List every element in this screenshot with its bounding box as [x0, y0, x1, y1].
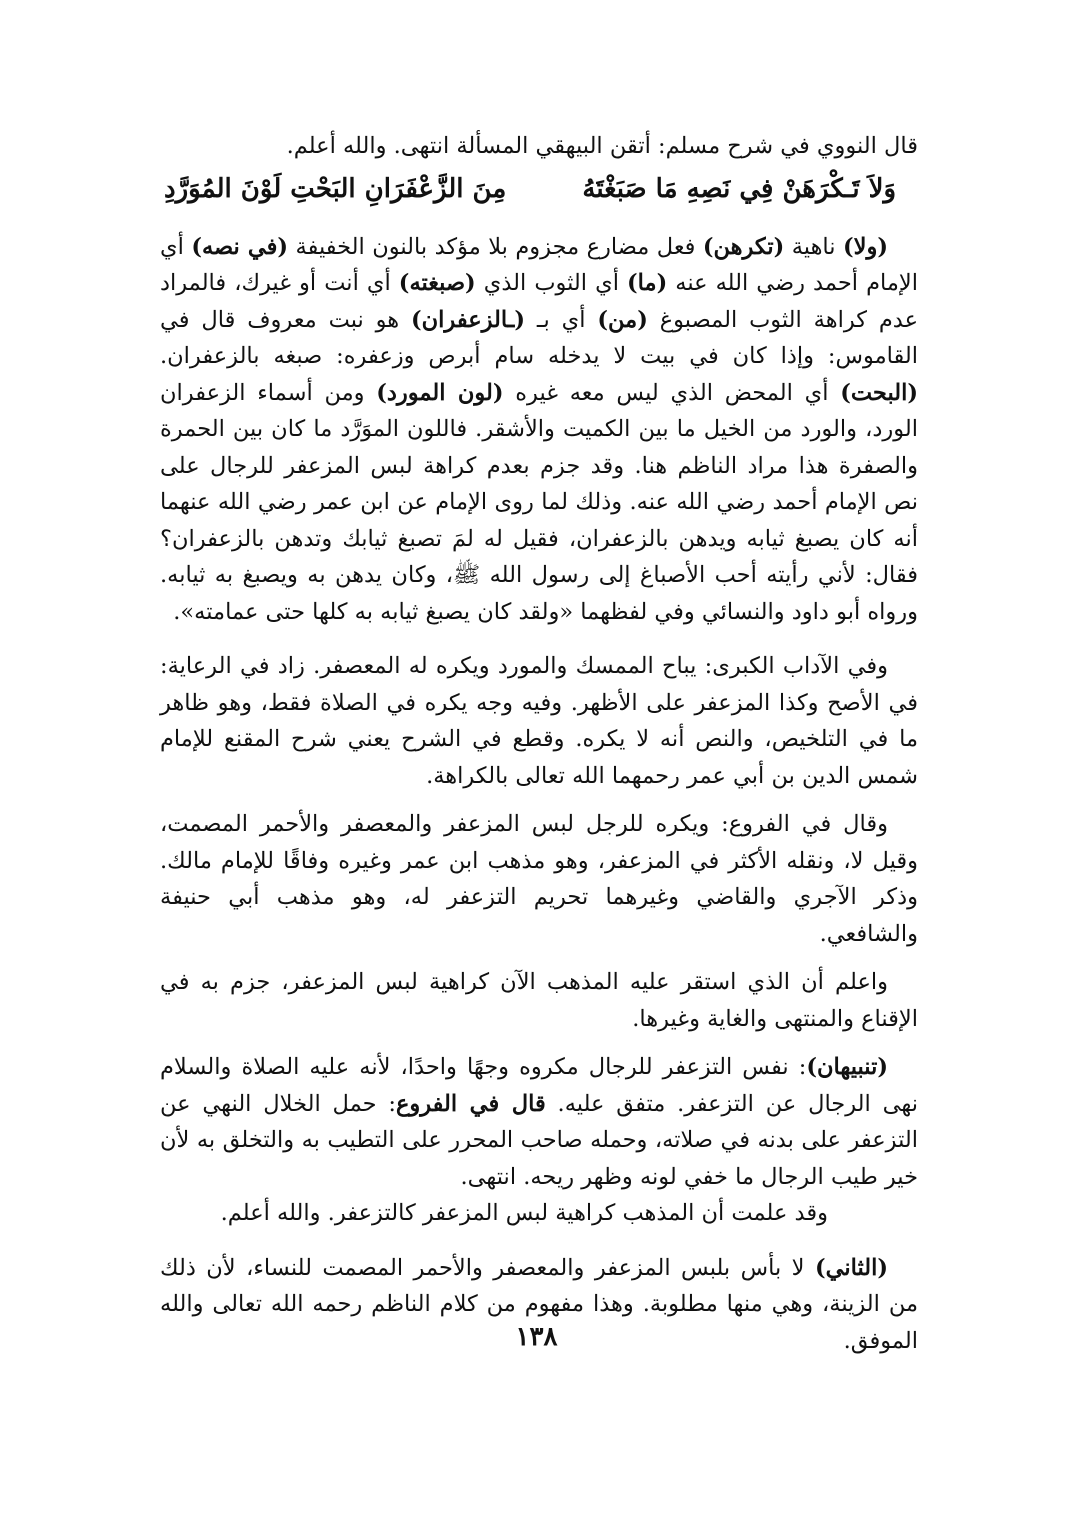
bold-term: (البحت) — [840, 379, 918, 406]
bold-term: قال في الفروع — [395, 1090, 546, 1117]
bold-term: (ـالزعفران) — [411, 306, 526, 333]
bold-term: (تنبيهان) — [806, 1054, 888, 1080]
commentary-paragraph-1 — [160, 229, 918, 631]
text-run: : حمل الخلال النهي عن التزعفر على بدنه في صلاته، وحمله صاحب المحرر على التطيب به والتخلق به لأن خير طيب الرجال ما خفي لونه وظهر ريحه. انتهى. — [160, 1090, 918, 1190]
text-run: : نفس التزعفر للرجال مكروه وجهًا واحدًا، لأنه عليه الصلاة والسلام نهى الرجال عن التزعفر. متفق عليه. — [160, 1054, 918, 1117]
bold-term: (من) — [597, 306, 648, 333]
verse-line — [160, 169, 918, 209]
tanbihan-paragraph — [160, 1049, 918, 1195]
text-run: أي بـ — [525, 306, 598, 333]
commentary-paragraph-4: واعلم أن الذي استقر عليه المذهب الآن كراهية لبس المزعفر، جزم به في الإقناع والمنتهى والغاية وغيرها. — [160, 969, 918, 1032]
text-run: لا بأس بلبس المزعفر والمعصفر والأحمر المصمت للنساء، لأن ذلك من الزينة، وهي منها مطلوبة. وهذا مفهوم من كلام الناظم رحمه الله تعالى والله الموفق. — [160, 1254, 918, 1354]
verse-left-hemistich: مِنَ الزَّعْفَرَانِ البَحْتِ لَوْنَ المُوَرَّدِ — [164, 173, 507, 204]
text-run: ناهية — [784, 233, 843, 260]
text-run: أي الإمام أحمد رضي الله عنه — [160, 233, 919, 296]
text-run: أي الثوب الذي — [475, 270, 628, 296]
page-number: ١٣٨ — [515, 1322, 558, 1352]
verse-right-hemistich: وَلاَ تَـكْرَهَنْ فِي نَصِهِ مَا صَبَغْتَهُ — [582, 173, 896, 204]
bold-term: (ولا) — [843, 233, 888, 260]
bold-term: (صبغته) — [398, 270, 476, 296]
bold-term: (في نصه) — [191, 233, 289, 260]
text-run: أي أنت أو غيرك، فالمراد عدم كراهة الثوب المصبوغ — [160, 270, 919, 333]
text-run: ومن أسماء الزعفران الورد، والورد من الخيل ما بين الكميت والأشقر. فاللون الموَرَّد ما كان بين الحمرة والصفرة هذا مراد الناظم هنا. وقد جزم بعدم كراهة لبس المزعفر للرجال على نص الإمام أحمد رضي الله عنه. وذلك لما روى الإمام عن ابن عمر رضي الله عنهما أنه كان يصبغ ثيابه ويدهن بالزعفران، فقيل له لمَ تصبغ ثيابك وتدهن بالزعفران؟ فقال: لأني رأيته أحب الأصباغ إلى رسول الله ﷺ، وكان يدهن به ويصبغ به ثيابه. ورواه أبو داود والنسائي وفي لفظهما «ولقد كان يصبغ ثيابه به كلها حتى عمامته». — [160, 379, 918, 625]
conclusion-line: وقد علمت أن المذهب كراهية لبس المزعفر كالتزعفر. والله أعلم. — [220, 1200, 828, 1226]
commentary-paragraph-2: وفي الآداب الكبرى: يباح الممسك والمورد ويكره له المعصفر. زاد في الرعاية: في الأصح وكذا المزعفر على الأظهر. وفيه وجه يكره في الصلاة فقط، وهو ظاهر ما في التلخيص، والنص أنه لا يكره. وقطع في الشرح يعني شرح المقنع للإمام شمس الدين بن أبي عمر رحمهما الله تعالى بالكراهة. — [160, 653, 918, 789]
intro-line: قال النووي في شرح مسلم: أتقن البيهقي المسألة انتهى. والله أعلم. — [286, 133, 918, 159]
bold-term: (تكرهن) — [702, 233, 785, 260]
bold-term: (الثاني) — [814, 1254, 888, 1281]
bold-term: (لون المورد) — [376, 379, 504, 406]
bold-term: (ما) — [627, 270, 668, 296]
commentary-paragraph-3: وقال في الفروع: ويكره للرجل لبس المزعفر والمعصفر والأحمر المصمت، وقيل لا، ونقله الأكثر في المزعفر، وهو مذهب ابن عمر وغيره وفاقًا للإمام مالك. وذكر الآجري والقاضي وغيرهما تحريم التزعفر له، وهو مذهب أبي حنيفة والشافعي. — [160, 811, 918, 947]
text-run: أي المحض الذي ليس معه غيره — [503, 379, 841, 406]
text-run: فعل مضارع مجزوم بلا مؤكد بالنون الخفيفة — [288, 233, 703, 260]
text-run: هو نبت معروف قال في القاموس: وإذا كان في بيت لا يدخله سام أبرص وزعفره: صبغه بالزعفران. — [160, 306, 918, 369]
